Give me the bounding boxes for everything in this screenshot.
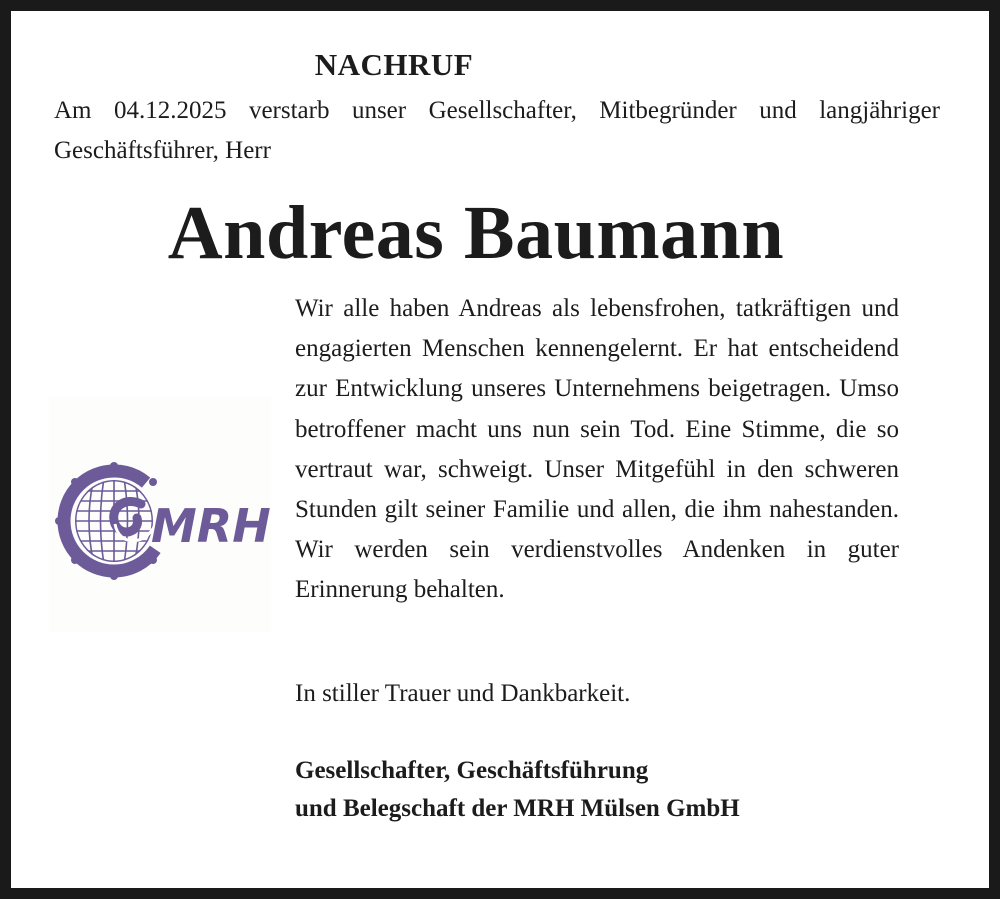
- signature-block: [295, 752, 740, 828]
- deceased-name: Andreas Baumann: [167, 191, 785, 275]
- company-logo: [49, 396, 271, 632]
- closing-line: In stiller Trauer und Dankbarkeit.: [295, 680, 631, 707]
- tire-mesh-logo-icon: [49, 396, 271, 632]
- logo-text: MRH: [151, 499, 271, 553]
- signature-line-1: Gesellschafter, Geschäftsführung: [295, 757, 649, 784]
- tribute-text: Wir alle haben Andreas als lebensfrohen, tatkräftigen und engagierten Menschen kennengelernt. Er hat entscheidend zur Entwicklung unseres Unternehmens beigetragen. Umso betroffener macht uns nun sein Tod. Eine Stimme, die so vertraut war, schweigt. Unser Mitgefühl in den schweren Stunden gilt seiner Familie und allen, die ihm nahestanden. Wir werden sein verdienstvolles Andenken in guter Erinnerung behalten.: [295, 295, 899, 604]
- notice-heading: NACHRUF: [314, 47, 474, 82]
- signature-line-2: und Belegschaft der MRH Mülsen GmbH: [295, 795, 740, 822]
- intro-text: Am 04.12.2025 verstarb unser Gesellschafter, Mitbegründer und langjähriger Geschäftsführer, Herr: [54, 97, 940, 164]
